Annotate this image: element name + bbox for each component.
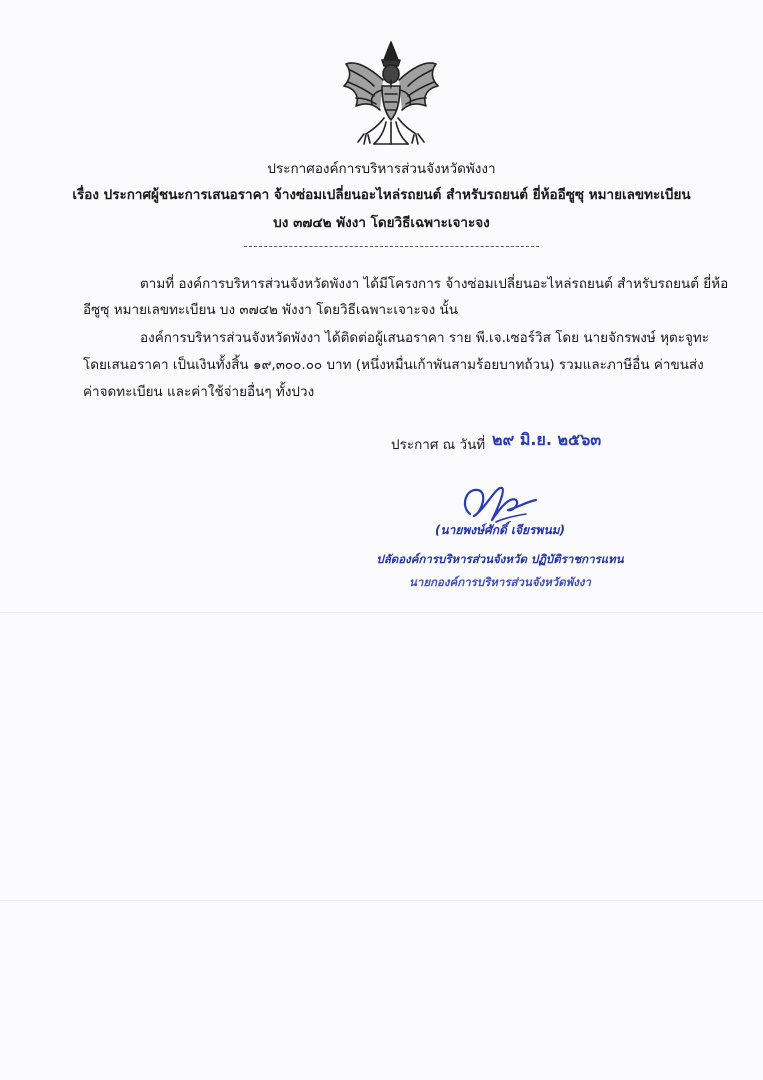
document-title: ประกาศองค์การบริหารส่วนจังหวัดพังงา: [267, 161, 496, 177]
paragraph2-line3: ค่าจดทะเบียน และค่าใช้จ่ายอื่นๆ ทั้งปวง: [83, 384, 315, 400]
announce-date-stamp: ๒๙ มิ.ย. ๒๕๖๓: [492, 430, 602, 449]
announce-date-label: ประกาศ ณ วันที่: [391, 437, 486, 453]
paragraph2-line2: โดยเสนอราคา เป็นเงินทั้งสิ้น ๑๙,๓๐๐.๐๐ บาท (หนึ่งหมื่นเก้าพันสามร้อยบาทถ้วน) รวมและภาษีอื่น ค่าขนส่ง: [83, 357, 704, 373]
document-subject-line1: เรื่อง ประกาศผู้ชนะการเสนอราคา จ้างซ่อมเปลี่ยนอะไหล่รถยนต์ สำหรับรถยนต์ ยี่ห้ออีซูซุ หมายเลขทะเบียน: [72, 187, 691, 203]
document-subject-line2: บง ๓๗๔๒ พังงา โดยวิธีเฉพาะเจาะจง: [273, 215, 490, 231]
garuda-emblem-icon: [338, 38, 444, 150]
scan-artifact-line: [0, 612, 763, 613]
signatory-name: (นายพงษ์ศักดิ์ เจียรพนม): [434, 523, 566, 537]
section-divider: [244, 246, 539, 247]
scan-artifact-line: [0, 900, 763, 901]
paragraph1-line1: ตามที่ องค์การบริหารส่วนจังหวัดพังงา ได้มีโครงการ จ้างซ่อมเปลี่ยนอะไหล่รถยนต์ สำหรับรถยนต์ ยี่ห้อ: [140, 276, 729, 292]
signatory-position-line1: ปลัดองค์การบริหารส่วนจังหวัด ปฏิบัติราชการแทน: [376, 552, 624, 566]
paragraph1-line2: อีซูซุ หมายเลขทะเบียน บง ๓๗๔๒ พังงา โดยวิธีเฉพาะเจาะจง นั้น: [83, 302, 458, 318]
paragraph2-line1: องค์การบริหารส่วนจังหวัดพังงา ได้ติดต่อผู้เสนอราคา ราย พี.เจ.เซอร์วิส โดย นายจักรพงษ์ หุตะจูทะ: [140, 330, 710, 346]
signatory-position-line2: นายกองค์การบริหารส่วนจังหวัดพังงา: [409, 575, 591, 589]
